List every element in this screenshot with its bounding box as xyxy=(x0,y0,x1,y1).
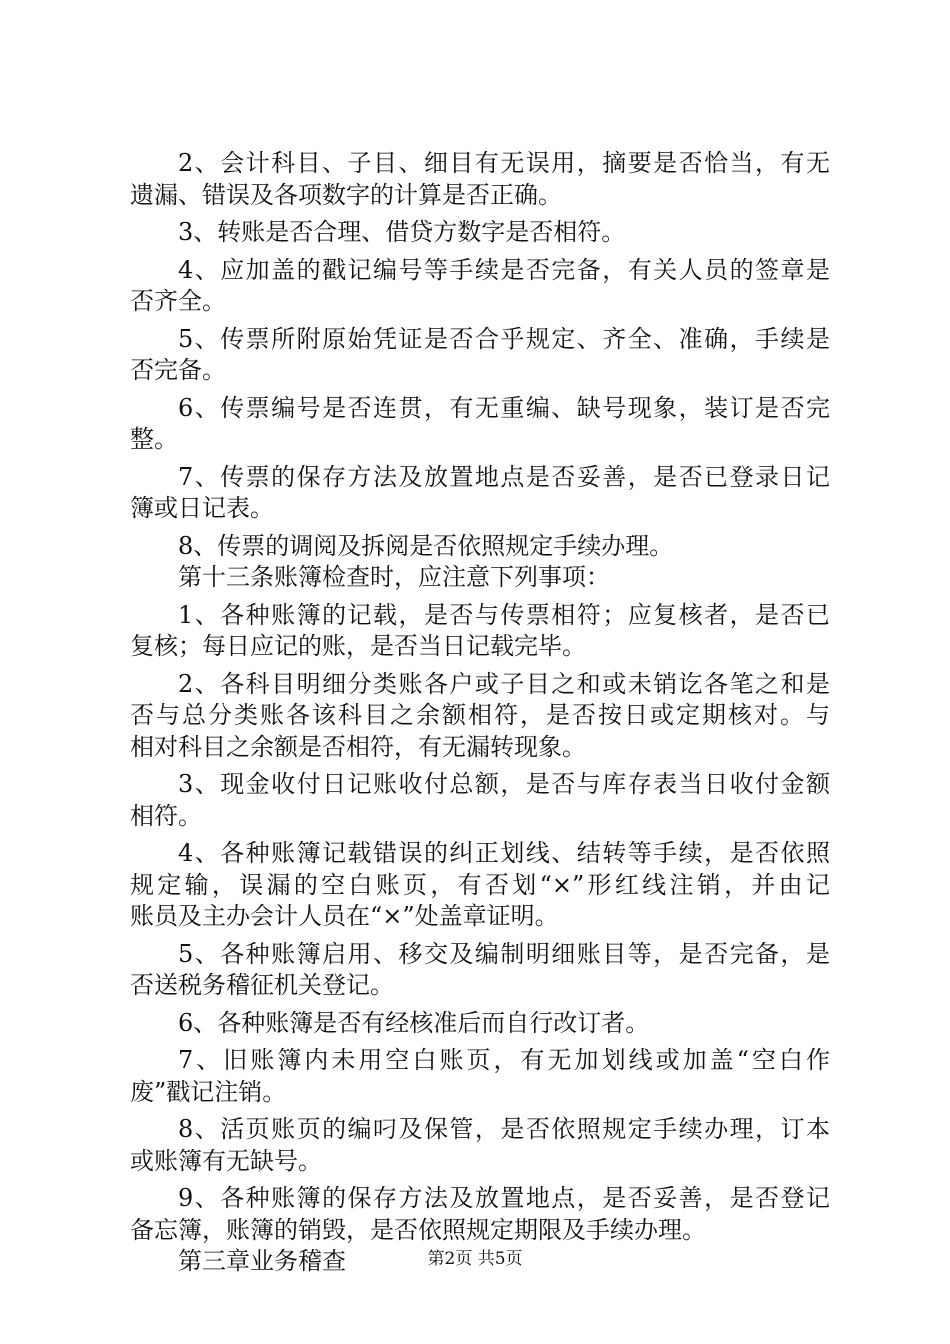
paragraph xyxy=(130,531,830,563)
text-line: 整。 xyxy=(130,425,178,453)
document-body xyxy=(130,148,830,1278)
paragraph xyxy=(130,393,830,456)
text-line: 第三章业务稽查 xyxy=(178,1247,346,1275)
text-line: 备忘簿，账簿的销毁，是否依照规定期限及手续办理。 xyxy=(130,1215,706,1244)
page-number: 第2页 共5页 xyxy=(427,1249,523,1269)
text-line: 账员及主办会计人员在“×”处盖章证明。 xyxy=(130,902,559,930)
text-line: 废”戳记注销。 xyxy=(130,1077,287,1106)
paragraph xyxy=(130,1008,830,1040)
text-line: 否送税务稽征机关登记。 xyxy=(130,971,394,999)
text-line: 簿或日记表。 xyxy=(130,494,274,522)
text-line: 相对科目之余额是否相符，有无漏转现象。 xyxy=(130,732,586,761)
text-line: 2、会计科目、子目、细目有无误用，摘要是否恰当，有无 xyxy=(178,149,830,177)
text-line: 8、活页账页的编叼及保管，是否依照规定手续办理，订本 xyxy=(178,1115,830,1143)
paragraph xyxy=(130,217,830,249)
text-line: 6、各种账簿是否有经核准后而自行改订者。 xyxy=(178,1008,650,1037)
text-line: 否齐全。 xyxy=(130,287,226,315)
paragraph xyxy=(130,669,830,764)
text-line: 7、旧账簿内未用空白账页，有无加划线或加盖“空白作 xyxy=(178,1046,830,1074)
text-line: 7、传票的保存方法及放置地点是否妥善，是否已登录日记 xyxy=(178,462,830,491)
text-line: 5、各种账簿启用、移交及编制明细账目等，是否完备，是 xyxy=(178,939,830,968)
text-line: 3、现金收付日记账收付总额，是否与库存表当日收付金额 xyxy=(178,770,830,798)
text-line: 或账簿有无缺号。 xyxy=(130,1146,322,1175)
paragraph xyxy=(130,1183,830,1246)
paragraph xyxy=(130,255,830,318)
paragraph xyxy=(130,148,830,211)
text-line: 1、各种账簿的记载，是否与传票相符；应复核者，是否已 xyxy=(178,600,830,629)
paragraph xyxy=(130,838,830,933)
text-line: 2、各科目明细分类账各户或子目之和或未销讫各笔之和是 xyxy=(178,669,830,698)
text-line: 否与总分类账各该科目之余额相符，是否按日或定期核对。与 xyxy=(130,701,830,729)
text-line: 否完备。 xyxy=(130,356,226,384)
paragraph xyxy=(130,324,830,387)
paragraph xyxy=(130,769,830,832)
paragraph xyxy=(130,939,830,1002)
text-line: 4、各种账簿记载错误的纠正划线、结转等手续，是否依照 xyxy=(178,839,830,867)
paragraph xyxy=(130,1045,830,1108)
text-line: 6、传票编号是否连贯，有无重编、缺号现象，装订是否完 xyxy=(178,393,830,422)
text-line: 相符。 xyxy=(130,801,202,830)
article-heading xyxy=(130,562,830,594)
text-line: 规定输，误漏的空白账页，有否划“×”形红线注销，并由记 xyxy=(130,870,830,899)
text-line: 8、传票的调阅及拆阅是否依照规定手续办理。 xyxy=(178,531,674,560)
text-line: 复核；每日应记的账，是否当日记载完毕。 xyxy=(130,632,586,660)
text-line: 4、应加盖的戳记编号等手续是否完备，有关人员的签章是 xyxy=(178,255,830,284)
paragraph xyxy=(130,1114,830,1177)
text-line: 5、传票所附原始凭证是否合乎规定、齐全、准确，手续是 xyxy=(178,324,830,353)
paragraph xyxy=(130,462,830,525)
text-line: 第十三条账簿检查时，应注意下列事项： xyxy=(178,563,610,591)
paragraph xyxy=(130,600,830,663)
text-line: 3、转账是否合理、借贷方数字是否相符。 xyxy=(178,218,626,246)
text-line: 9、各种账簿的保存方法及放置地点，是否妥善，是否登记 xyxy=(178,1184,830,1212)
text-line: 遗漏、错误及各项数字的计算是否正确。 xyxy=(130,180,562,209)
